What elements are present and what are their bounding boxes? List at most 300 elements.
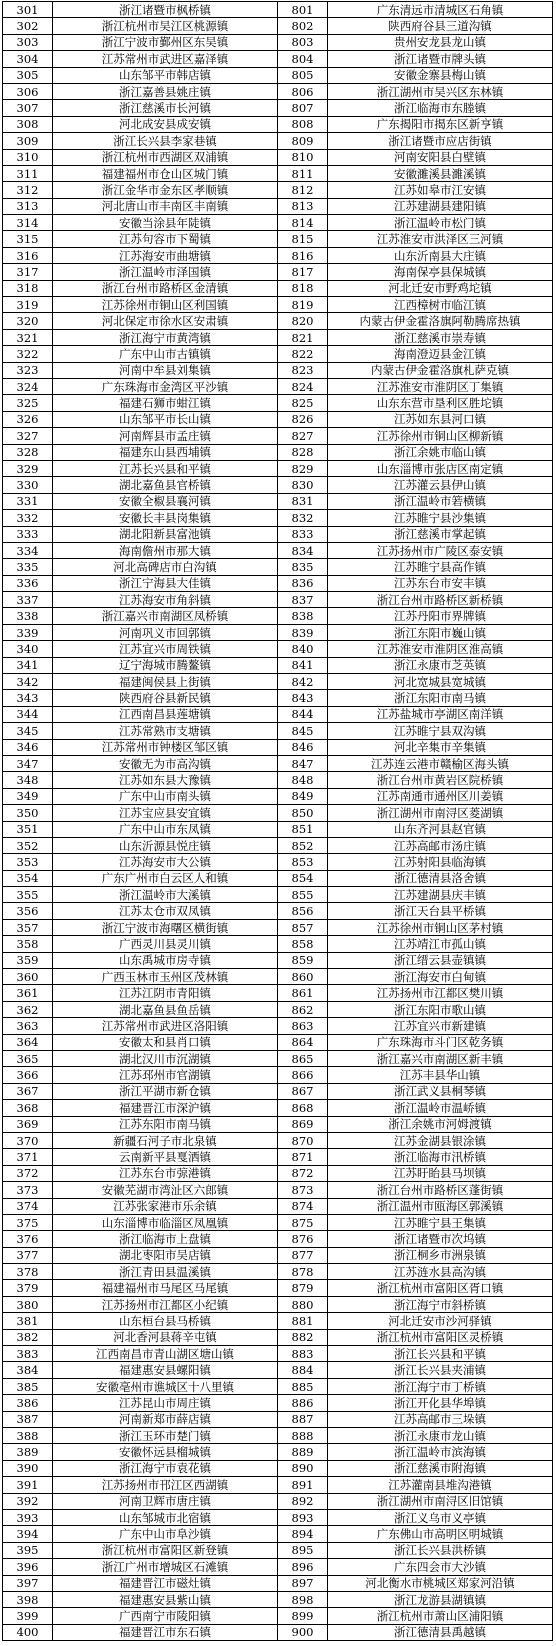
table-row	[3, 1395, 553, 1411]
rank-right: 845	[278, 723, 328, 739]
rank-right: 811	[278, 165, 328, 181]
rank-right: 875	[278, 1214, 328, 1230]
town-left: 江苏东阳市南马镇	[53, 1116, 278, 1132]
town-left: 安徽芜湖市湾沚区六郎镇	[53, 1182, 278, 1198]
table-row	[3, 755, 553, 771]
town-left: 江苏如东县大豫镇	[53, 772, 278, 788]
rank-left: 392	[3, 1493, 53, 1509]
rank-right: 832	[278, 510, 328, 526]
rank-right: 839	[278, 624, 328, 640]
table-row	[3, 887, 553, 903]
rank-right: 898	[278, 1591, 328, 1607]
table-row	[3, 1493, 553, 1509]
town-right: 河北迁安市野鸡坨镇	[328, 280, 553, 296]
town-left: 江苏宜兴市周铁镇	[53, 641, 278, 657]
rank-left: 341	[3, 657, 53, 673]
town-right: 江苏扬州市江都区樊川镇	[328, 985, 553, 1001]
town-right: 浙江临海市汛桥镇	[328, 1149, 553, 1165]
rank-left: 381	[3, 1313, 53, 1329]
town-right: 江苏睢宁县双沟镇	[328, 723, 553, 739]
town-left: 福建闽侯县上街镇	[53, 674, 278, 690]
town-left: 浙江杭州市西湖区双浦镇	[53, 149, 278, 165]
table-row	[3, 313, 553, 329]
town-left: 安徽长丰县岗集镇	[53, 510, 278, 526]
town-left: 河北唐山市丰南区丰南镇	[53, 198, 278, 214]
rank-right: 899	[278, 1608, 328, 1624]
town-left: 河南中牟县刘集镇	[53, 362, 278, 378]
table-row	[3, 805, 553, 821]
table-row	[3, 559, 553, 575]
rank-left: 356	[3, 903, 53, 919]
rank-right: 844	[278, 706, 328, 722]
town-left: 辽宁海城市腾鳌镇	[53, 657, 278, 673]
rank-left: 369	[3, 1116, 53, 1132]
town-left: 江西南昌市青山湖区塘山镇	[53, 1346, 278, 1362]
town-left: 安徽当涂县年陡镇	[53, 215, 278, 231]
table-row	[3, 378, 553, 394]
rank-right: 808	[278, 116, 328, 132]
table-row	[3, 165, 553, 181]
table-row	[3, 264, 553, 280]
table-row	[3, 1411, 553, 1427]
rank-right: 807	[278, 100, 328, 116]
town-right: 河北迁安市沙河驿镇	[328, 1313, 553, 1329]
rank-right: 897	[278, 1575, 328, 1591]
rank-right: 817	[278, 264, 328, 280]
rank-right: 895	[278, 1542, 328, 1558]
table-row	[3, 772, 553, 788]
table-row	[3, 919, 553, 935]
rank-right: 827	[278, 428, 328, 444]
table-row	[3, 837, 553, 853]
town-right: 广东四会市大沙镇	[328, 1559, 553, 1575]
table-row	[3, 1214, 553, 1230]
rank-right: 846	[278, 739, 328, 755]
rank-left: 377	[3, 1247, 53, 1263]
rank-right: 861	[278, 985, 328, 1001]
table-row	[3, 346, 553, 362]
table-row	[3, 624, 553, 640]
rank-right: 889	[278, 1444, 328, 1460]
town-left: 广东广州市白云区人和镇	[53, 870, 278, 886]
town-right: 浙江慈溪市附海镇	[328, 1460, 553, 1476]
rank-right: 802	[278, 18, 328, 34]
town-right: 浙江杭州市富阳区胥口镇	[328, 1280, 553, 1296]
town-right: 浙江诸暨市次坞镇	[328, 1231, 553, 1247]
table-row	[3, 395, 553, 411]
town-left: 福建惠安县螺阳镇	[53, 1362, 278, 1378]
town-left: 云南新平县戛洒镇	[53, 1149, 278, 1165]
town-left: 广东珠海市金湾区平沙镇	[53, 378, 278, 394]
town-left: 湖北汉川市沉湖镇	[53, 1051, 278, 1067]
town-right: 浙江慈溪市掌起镇	[328, 526, 553, 542]
rank-right: 814	[278, 215, 328, 231]
rank-left: 338	[3, 608, 53, 624]
town-right: 浙江永康市龙山镇	[328, 1427, 553, 1443]
rank-right: 900	[278, 1624, 328, 1640]
rank-right: 803	[278, 34, 328, 50]
town-left: 江西南昌县莲塘镇	[53, 706, 278, 722]
town-right: 浙江慈溪市崇寿镇	[328, 329, 553, 345]
town-left: 福建晋江市深沪镇	[53, 1100, 278, 1116]
town-left: 江苏常熟市支塘镇	[53, 723, 278, 739]
town-right: 江苏睢宁县沙集镇	[328, 510, 553, 526]
town-left: 山东邹平市长山镇	[53, 411, 278, 427]
rank-left: 309	[3, 133, 53, 149]
table-row	[3, 411, 553, 427]
rank-right: 854	[278, 870, 328, 886]
town-left: 浙江海宁市黄湾镇	[53, 329, 278, 345]
town-left: 湖北枣阳市吴店镇	[53, 1247, 278, 1263]
town-right: 浙江嘉兴市南湖区新丰镇	[328, 1051, 553, 1067]
rank-left: 382	[3, 1329, 53, 1345]
rank-right: 864	[278, 1034, 328, 1050]
table-row	[3, 2, 553, 18]
town-left: 安徽太和县肖口镇	[53, 1034, 278, 1050]
table-row	[3, 133, 553, 149]
town-left: 广东中山市南头镇	[53, 788, 278, 804]
town-left: 浙江广州市增城区石滩镇	[53, 1559, 278, 1575]
town-right: 浙江台州市路桥区新桥镇	[328, 592, 553, 608]
rank-right: 869	[278, 1116, 328, 1132]
rank-right: 855	[278, 887, 328, 903]
town-right: 浙江天台县平桥镇	[328, 903, 553, 919]
town-right: 浙江永康市芝英镇	[328, 657, 553, 673]
town-right: 浙江诸暨市牌头镇	[328, 51, 553, 67]
town-right: 江苏高邮市汤庄镇	[328, 837, 553, 853]
town-right: 江苏靖江市孤山镇	[328, 936, 553, 952]
rank-right: 857	[278, 919, 328, 935]
rank-left: 380	[3, 1296, 53, 1312]
town-left: 浙江宁波市海曙区横街镇	[53, 919, 278, 935]
rank-right: 830	[278, 477, 328, 493]
rank-right: 863	[278, 1018, 328, 1034]
town-right: 河北辛集市辛集镇	[328, 739, 553, 755]
town-left: 河北高碑店市白沟镇	[53, 559, 278, 575]
table-row	[3, 1067, 553, 1083]
rank-left: 328	[3, 444, 53, 460]
town-right: 江苏淮安市淮阴区淮高镇	[328, 641, 553, 657]
ranking-table	[2, 1, 553, 1641]
table-row	[3, 542, 553, 558]
table-row	[3, 1264, 553, 1280]
town-right: 浙江开化县华埠镇	[328, 1395, 553, 1411]
town-left: 广东中山市阜沙镇	[53, 1526, 278, 1542]
town-left: 江苏海安市角斜镇	[53, 592, 278, 608]
table-row	[3, 1477, 553, 1493]
town-right: 河北宽城县宽城镇	[328, 674, 553, 690]
table-row	[3, 510, 553, 526]
rank-right: 874	[278, 1198, 328, 1214]
rank-right: 862	[278, 1001, 328, 1017]
rank-left: 396	[3, 1559, 53, 1575]
town-right: 江苏睢宁县高作镇	[328, 559, 553, 575]
rank-left: 333	[3, 526, 53, 542]
rank-left: 350	[3, 805, 53, 821]
table-row	[3, 821, 553, 837]
rank-left: 394	[3, 1526, 53, 1542]
rank-left: 345	[3, 723, 53, 739]
table-row	[3, 444, 553, 460]
rank-right: 860	[278, 969, 328, 985]
town-right: 浙江温岭市松门镇	[328, 215, 553, 231]
town-right: 山东齐河县赵官镇	[328, 821, 553, 837]
town-right: 安徽金寨县梅山镇	[328, 67, 553, 83]
rank-right: 801	[278, 2, 328, 18]
town-left: 山东邹城市北宿镇	[53, 1509, 278, 1525]
town-left: 湖北阳新县富池镇	[53, 526, 278, 542]
rank-right: 831	[278, 493, 328, 509]
town-right: 浙江杭州市萧山区浦阳镇	[328, 1608, 553, 1624]
town-right: 江苏徐州市铜山区茅村镇	[328, 919, 553, 935]
rank-right: 870	[278, 1132, 328, 1148]
rank-right: 894	[278, 1526, 328, 1542]
rank-right: 873	[278, 1182, 328, 1198]
town-right: 浙江武义县桐琴镇	[328, 1083, 553, 1099]
table-row	[3, 1608, 553, 1624]
table-row	[3, 1034, 553, 1050]
table-row	[3, 1329, 553, 1345]
table-row	[3, 149, 553, 165]
town-right: 江苏如东县河口镇	[328, 411, 553, 427]
rank-right: 858	[278, 936, 328, 952]
town-left: 福建晋江市磁灶镇	[53, 1575, 278, 1591]
town-right: 山东沂南县大庄镇	[328, 247, 553, 263]
rank-right: 884	[278, 1362, 328, 1378]
rank-left: 307	[3, 100, 53, 116]
rank-right: 841	[278, 657, 328, 673]
rank-left: 316	[3, 247, 53, 263]
rank-right: 819	[278, 297, 328, 313]
rank-left: 364	[3, 1034, 53, 1050]
town-left: 广西玉林市玉州区茂林镇	[53, 969, 278, 985]
rank-left: 319	[3, 297, 53, 313]
table-row	[3, 51, 553, 67]
town-left: 浙江杭州市富阳区新登镇	[53, 1542, 278, 1558]
rank-left: 327	[3, 428, 53, 444]
rank-right: 809	[278, 133, 328, 149]
rank-left: 385	[3, 1378, 53, 1394]
town-left: 江苏东台市弶港镇	[53, 1165, 278, 1181]
town-left: 福建石狮市蚶江镇	[53, 395, 278, 411]
town-right: 浙江诸暨市应店街镇	[328, 133, 553, 149]
rank-left: 334	[3, 542, 53, 558]
town-left: 浙江慈溪市长河镇	[53, 100, 278, 116]
table-row	[3, 1624, 553, 1640]
rank-left: 398	[3, 1591, 53, 1607]
town-right: 江苏金湖县银涂镇	[328, 1132, 553, 1148]
table-row	[3, 1509, 553, 1525]
rank-right: 837	[278, 592, 328, 608]
table-row	[3, 608, 553, 624]
town-right: 浙江温州市瓯海区郭溪镇	[328, 1198, 553, 1214]
rank-left: 362	[3, 1001, 53, 1017]
table-row	[3, 67, 553, 83]
table-row	[3, 215, 553, 231]
table-row	[3, 1149, 553, 1165]
rank-right: 882	[278, 1329, 328, 1345]
table-row	[3, 1362, 553, 1378]
town-left: 浙江海宁市袁花镇	[53, 1460, 278, 1476]
table-row	[3, 247, 553, 263]
rank-left: 340	[3, 641, 53, 657]
town-right: 浙江湖州市南浔区旧馆镇	[328, 1493, 553, 1509]
rank-left: 336	[3, 575, 53, 591]
table-row	[3, 493, 553, 509]
town-left: 浙江温岭市泽国镇	[53, 264, 278, 280]
town-right: 浙江东阳市歌山镇	[328, 1001, 553, 1017]
town-left: 河南巩义市回郭镇	[53, 624, 278, 640]
rank-left: 388	[3, 1427, 53, 1443]
rank-left: 342	[3, 674, 53, 690]
rank-left: 310	[3, 149, 53, 165]
rank-left: 330	[3, 477, 53, 493]
table-row	[3, 1346, 553, 1362]
town-right: 安徽濉溪县濉溪镇	[328, 165, 553, 181]
table-row	[3, 1542, 553, 1558]
table-row	[3, 1231, 553, 1247]
town-left: 海南儋州市那大镇	[53, 542, 278, 558]
town-right: 江苏建湖县建阳镇	[328, 198, 553, 214]
table-row	[3, 854, 553, 870]
table-row	[3, 1280, 553, 1296]
town-right: 广东珠海市斗门区乾务镇	[328, 1034, 553, 1050]
town-left: 广西灵川县灵川镇	[53, 936, 278, 952]
town-left: 浙江玉环市楚门镇	[53, 1427, 278, 1443]
rank-right: 866	[278, 1067, 328, 1083]
rank-left: 352	[3, 837, 53, 853]
town-left: 新疆石河子市北泉镇	[53, 1132, 278, 1148]
table-row	[3, 1591, 553, 1607]
rank-right: 815	[278, 231, 328, 247]
rank-left: 355	[3, 887, 53, 903]
town-left: 福建福州市马尾区马尾镇	[53, 1280, 278, 1296]
town-left: 陕西府谷县新民镇	[53, 690, 278, 706]
rank-right: 892	[278, 1493, 328, 1509]
rank-left: 374	[3, 1198, 53, 1214]
rank-right: 888	[278, 1427, 328, 1443]
town-left: 浙江台州市路桥区金清镇	[53, 280, 278, 296]
town-left: 浙江金华市金东区孝顺镇	[53, 182, 278, 198]
rank-right: 859	[278, 952, 328, 968]
rank-right: 833	[278, 526, 328, 542]
rank-right: 865	[278, 1051, 328, 1067]
table-row	[3, 362, 553, 378]
town-left: 浙江嘉善县姚庄镇	[53, 83, 278, 99]
rank-left: 343	[3, 690, 53, 706]
town-left: 江苏句容市下蜀镇	[53, 231, 278, 247]
rank-left: 308	[3, 116, 53, 132]
town-right: 贵州安龙县龙山镇	[328, 34, 553, 50]
town-right: 广东揭阳市揭东区新亨镇	[328, 116, 553, 132]
table-row	[3, 1526, 553, 1542]
town-right: 江苏扬州市广陵区泰安镇	[328, 542, 553, 558]
rank-right: 842	[278, 674, 328, 690]
town-right: 江苏连云港市赣榆区海头镇	[328, 755, 553, 771]
town-right: 海南保亭县保城镇	[328, 264, 553, 280]
table-row	[3, 1247, 553, 1263]
rank-right: 822	[278, 346, 328, 362]
rank-left: 346	[3, 739, 53, 755]
town-right: 江苏宜兴市新建镇	[328, 1018, 553, 1034]
table-row	[3, 1444, 553, 1460]
rank-left: 305	[3, 67, 53, 83]
table-row	[3, 575, 553, 591]
rank-right: 890	[278, 1460, 328, 1476]
town-left: 江苏长兴县和平镇	[53, 460, 278, 476]
rank-left: 353	[3, 854, 53, 870]
rank-left: 318	[3, 280, 53, 296]
rank-right: 878	[278, 1264, 328, 1280]
rank-left: 359	[3, 952, 53, 968]
table-row	[3, 1460, 553, 1476]
town-right: 浙江临海市东塍镇	[328, 100, 553, 116]
rank-left: 387	[3, 1411, 53, 1427]
town-right: 海南澄迈县金江镇	[328, 346, 553, 362]
rank-left: 357	[3, 919, 53, 935]
town-right: 江苏盱眙县马坝镇	[328, 1165, 553, 1181]
table-row	[3, 1018, 553, 1034]
rank-right: 849	[278, 788, 328, 804]
town-right: 江苏丰县华山镇	[328, 1067, 553, 1083]
town-left: 安徽全椒县襄河镇	[53, 493, 278, 509]
table-row	[3, 1296, 553, 1312]
town-left: 河南卫辉市唐庄镇	[53, 1493, 278, 1509]
town-right: 江苏东台市安丰镇	[328, 575, 553, 591]
rank-left: 326	[3, 411, 53, 427]
rank-right: 853	[278, 854, 328, 870]
town-left: 浙江临海市上盘镇	[53, 1231, 278, 1247]
rank-right: 881	[278, 1313, 328, 1329]
rank-left: 367	[3, 1083, 53, 1099]
town-right: 浙江长兴县洪桥镇	[328, 1542, 553, 1558]
rank-left: 386	[3, 1395, 53, 1411]
rank-left: 323	[3, 362, 53, 378]
town-right: 浙江余姚市临山镇	[328, 444, 553, 460]
rank-right: 868	[278, 1100, 328, 1116]
town-right: 陕西府谷县三道沟镇	[328, 18, 553, 34]
rank-left: 375	[3, 1214, 53, 1230]
town-left: 江苏徐州市铜山区利国镇	[53, 297, 278, 313]
town-left: 浙江宁波市鄞州区东吴镇	[53, 34, 278, 50]
town-right: 广东佛山市高明区明城镇	[328, 1526, 553, 1542]
table-row	[3, 870, 553, 886]
town-left: 江苏宝应县安宜镇	[53, 805, 278, 821]
rank-right: 876	[278, 1231, 328, 1247]
town-right: 江苏淮安市洪泽区三河镇	[328, 231, 553, 247]
rank-right: 851	[278, 821, 328, 837]
rank-right: 848	[278, 772, 328, 788]
table-row	[3, 280, 553, 296]
table-row	[3, 1132, 553, 1148]
town-left: 河北成安县成安镇	[53, 116, 278, 132]
table-row	[3, 1575, 553, 1591]
rank-right: 893	[278, 1509, 328, 1525]
table-row	[3, 985, 553, 1001]
town-left: 浙江诸暨市枫桥镇	[53, 2, 278, 18]
town-right: 浙江杭州市富阳区灵桥镇	[328, 1329, 553, 1345]
rank-left: 384	[3, 1362, 53, 1378]
town-left: 福建晋江市东石镇	[53, 1624, 278, 1640]
town-left: 江苏常州市武进区嘉泽镇	[53, 51, 278, 67]
table-row	[3, 34, 553, 50]
town-right: 浙江长兴县和平镇	[328, 1346, 553, 1362]
rank-left: 337	[3, 592, 53, 608]
rank-left: 306	[3, 83, 53, 99]
town-right: 江苏睢宁县王集镇	[328, 1214, 553, 1230]
table-body	[3, 2, 553, 1641]
town-right: 江苏丹阳市界牌镇	[328, 608, 553, 624]
